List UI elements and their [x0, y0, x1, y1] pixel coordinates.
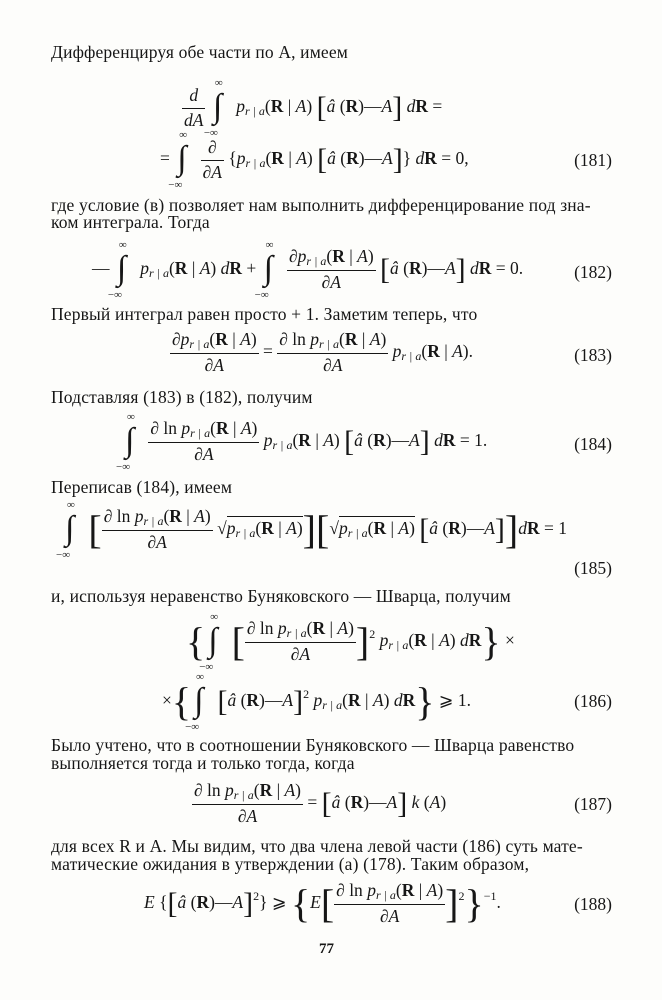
- equation-183: $\frac{\partial p_{r | a}(R | A)}{\partial A}$ = $\frac{\partial \ln p_{r | a}(R | A)}{\partial A}$ $p_{r | a}(R$ | A).: [172, 329, 473, 375]
- equation-number-188: (188): [574, 894, 612, 914]
- equation-186-line2: ×{ ∞ ∫ −∞ [â (R)—A]$^2$ $p_{r | a}(R$ | A) dR} ⩾ 1.: [162, 671, 471, 733]
- equation-184: ∞ ∫ −∞ $\frac{\partial \ln p_{r | a}(R | A)}{\partial A}$ $p_{r | a}(R$ | A) [â (R)—A] dR = 1.: [116, 411, 488, 473]
- equation-number-186: (186): [574, 691, 612, 711]
- equation-number-184: (184): [574, 434, 612, 454]
- paragraph-4: Подставляя (183) в (182), получим: [51, 387, 313, 407]
- equation-182: — ∞ ∫ −∞ $p_{r | a}(R$ | A) dR + ∞ ∫ −∞ $\frac{\partial p_{r | a}(R | A)}{\partial A}$ [â (R)—A] dR = 0.: [92, 239, 524, 301]
- equation-number-183: (183): [574, 345, 612, 365]
- paragraph-7-line1: Было учтено, что в соотношении Буняковского — Шварца равенство: [51, 735, 575, 755]
- equation-187: $\frac{\partial \ln p_{r | a}(R | A)}{\partial A}$ = [â (R)—A] k (A): [194, 780, 447, 826]
- page-number: 77: [319, 941, 334, 957]
- paragraph-6: и, используя неравенство Буняковского — Шварца, получим: [51, 586, 511, 606]
- paragraph-2-line2: ком интеграла. Тогда: [51, 212, 210, 232]
- equation-number-185: (185): [574, 558, 612, 578]
- paragraph-8-line2: матические ожидания в утверждении (а) (178). Таким образом,: [51, 854, 530, 874]
- paragraph-8-line1: для всех R и A. Мы видим, что два члена левой части (186) суть мате-: [51, 836, 583, 856]
- equation-number-182: (182): [574, 262, 612, 282]
- paragraph-3: Первый интеграл равен просто + 1. Заметим теперь, что: [51, 304, 478, 324]
- paragraph-2-line1: где условие (в) позволяет нам выполнить дифференцирование под зна-: [51, 195, 591, 215]
- equation-number-187: (187): [574, 794, 612, 814]
- equation-185: ∞ ∫ −∞ [ $\frac{\partial \ln p_{r | a}(R | A)}{\partial A}$ $√p_{r | a}(R$ | $A)][√p_{r | a}(R$ | A) [â (R)—A]]dR = 1: [56, 499, 568, 561]
- equation-181-line1: $\frac{d}{dA}$ ∞ ∫ −∞ $p_{r | a}(R$ | A) [â (R)—A] dR =: [184, 77, 443, 139]
- paragraph-intro: Дифференцируя обе части по A, имеем: [51, 42, 348, 62]
- equation-188: E {[â (R)—A]$^2$} ⩾ {E[ $\frac{\partial \ln p_{r | a}(R | A)}{\partial A}$ ]$^2$}$^{-1}$.: [144, 880, 501, 926]
- paragraph-5: Переписав (184), имеем: [51, 477, 233, 497]
- paragraph-7-line2: выполняется тогда и только тогда, когда: [51, 753, 355, 773]
- equation-181-line2: = ∞ ∫ −∞ $\frac{\partial}{\partial A}$ {$p_{r | a}(R$ | A) [â (R)—A]} dR = 0,: [160, 129, 469, 191]
- equation-186-line1: { ∞ ∫ −∞ [ $\frac{\partial \ln p_{r | a}(R | A)}{\partial A}$ ]$^2$ $p_{r | a}(R$ | A) dR} ×: [186, 611, 515, 673]
- equation-number-181: (181): [574, 150, 612, 170]
